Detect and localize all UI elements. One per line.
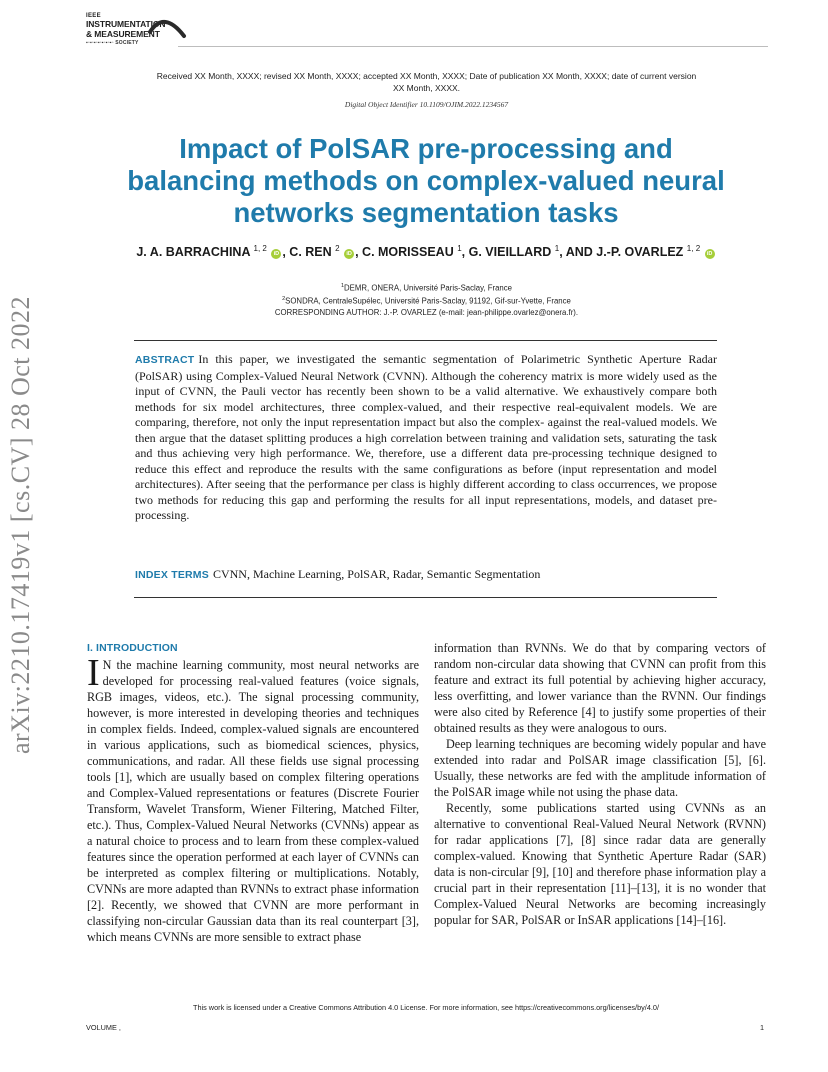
author-affiliation: 1 — [554, 244, 560, 253]
author-name: AND J.-P. OVARLEZ — [565, 245, 684, 260]
right-column — [434, 640, 766, 928]
header-rule — [178, 46, 768, 47]
abstract-text: In this paper, we investigated the semantic segmentation of Polarimetric Synthetic Aperture Radar (PolSAR) using Complex-Valued Neural Network (CVNN). Although the coherency matrix is more widely used as the input of CVNN, the Pauli vector has recently been shown to be a valid alternative. We exhaustively compare both methods for six model architectures, three complex-valued, and their respective real-equivalent models. We are comparing, therefore, not only the input representation impact but also the complex- against the real-valued models. We then argue that the dataset splitting produces a high correlation between training and validation sets, saturating the task and thus achieving very high performance. We, therefore, use a different data pre-processing technique designed to reduce this effect and reproduce the results with the same configurations as before (input representation and model architectures). After seeing that the performance per class is highly different according to class occurrences, we propose two methods for reducing this gap and performing the results for all input representations, models, and dataset pre-processing. — [135, 352, 717, 522]
author-name: J. A. BARRACHINA — [136, 245, 251, 260]
affiliation-2: $^2$SONDRA, CentraleSupélec, Université Paris-Saclay, 91192, Gif-sur-Yvette, France — [282, 295, 571, 306]
author-name: G. VIEILLARD — [468, 245, 552, 260]
abstract-label: ABSTRACT — [135, 354, 195, 366]
logo-ieee: IEEE — [86, 13, 101, 19]
orcid-icon[interactable]: iD — [344, 249, 354, 259]
affiliation-1: $^1$DEMR, ONERA, Université Paris-Saclay, France — [340, 283, 513, 293]
society-logo — [86, 12, 196, 48]
abstract-top-rule — [134, 340, 717, 341]
footer-page-number: 1 — [760, 1023, 765, 1032]
logo-line-1: INSTRUMENTATION — [86, 19, 166, 29]
abstract-bottom-rule — [134, 597, 717, 598]
index-terms — [135, 567, 717, 582]
index-terms-label: INDEX TERMS — [135, 569, 209, 581]
author-list: J. A. BARRACHINA $^{1, 2}$ iD , C. REN $^2$ iD , C. MORISSEAU $^1$, G. VIEILLARD $^1$, AND J.-P. OVARLEZ $^{1, 2}$ iD — [130, 240, 722, 261]
arxiv-stamp: arXiv:2210.17419v1 [cs.CV] 28 Oct 2022 — [6, 295, 35, 755]
author-name: C. MORISSEAU — [362, 245, 454, 260]
paper-title: Impact of PolSAR pre-processing and balancing methods on complex-valued neural networks segmentation tasks — [127, 133, 725, 228]
orcid-icon[interactable]: iD — [705, 249, 715, 259]
author-affiliation: 1, 2 — [686, 244, 701, 253]
intro-paragraph-2: Deep learning techniques are becoming widely popular and have extended into radar and PolSAR image classification [5], [6]. Usually, these networks are fed with the amplitude information of the PolSAR image while not using the phase data. — [434, 737, 766, 799]
logo-line-3: ▪▫▪▫▪▫▪▫▪▫▪▫▪▫ SOCIETY — [86, 40, 139, 46]
footer-volume: VOLUME , — [86, 1023, 121, 1032]
received-dates: Received XX Month, XXXX; revised XX Month, XXXX; accepted XX Month, XXXX; Date of publication XX Month, XXXX; date of current version XX Month, XXXX. — [156, 71, 697, 93]
abstract — [135, 352, 717, 524]
section-heading: I. INTRODUCTION — [87, 642, 178, 654]
left-column — [87, 640, 419, 945]
drop-cap: I — [87, 652, 100, 694]
author-affiliation: 1, 2 — [253, 244, 267, 253]
author-affiliation: 1 — [457, 244, 462, 253]
license-notice: This work is licensed under a Creative Commons Attribution 4.0 License. For more information, see https://creativecommons.org/licenses/by/4.0/ — [193, 1003, 659, 1012]
corresponding-author: CORRESPONDING AUTHOR: J.-P. OVARLEZ (e-mail: jean-philippe.ovarlez@onera.fr). — [274, 308, 579, 317]
affiliations — [150, 281, 703, 306]
intro-paragraph-1: I N the machine learning community, most neural networks are developed for processing real-valued features (voice signals, RGB images, videos, etc.). The signal processing community, however, is more interested in developing theories and techniques in complex fields. Indeed, complex-valued signals are encountered in various applications, such as biomedical sciences, physics, communications, and radar. All these fields use signal processing tools [1], which are usually based on complex filtering operations and Complex-Valued representations or features (Discrete Fourier Transform, Wavelet Transform, Wiener Filtering, Matched Filter, etc.). Thus, Complex-Valued Neural Networks (CVNNs) appear as a natural choice to process and to learn from these complex-valued features since the operation performed at each layer of CVNNs can be interpreted as complex filtering or multiplications. Notably, CVNNs are more adapted than RVNNs to extract phase information [2]. Recently, we showed that CVNN are more performant in classifying non-circular Gaussian data than its real counterpart [3], which means CVNNs are more sensible to extract phase — [87, 652, 419, 944]
logo-swoosh-icon — [146, 12, 188, 42]
doi: Digital Object Identifier 10.1109/OJIM.2022.1234567 — [344, 100, 509, 109]
logo-line-2: & MEASUREMENT — [86, 29, 160, 39]
author-name: C. REN — [289, 245, 332, 260]
author-affiliation: 2 — [335, 244, 340, 253]
intro-paragraph-3: Recently, some publications started using CVNNs as an alternative to conventional Real-Valued Neural Network (RVNN) for radar applications [7], [8] since radar data are generally complex-valued. Knowing that Synthetic Aperture Radar (SAR) data is non-circular [9], [10] and therefore phase information play a crucial part in their representation [11]–[13], it is no wonder that Complex-Valued Neural Networks are becoming increasingly popular for SAR, PolSAR or InSAR applications [14]–[16]. — [434, 801, 766, 927]
intro-paragraph-1-continued: information than RVNNs. We do that by comparing vectors of random non-circular data showing that CVNN can profit from this feature and extract its full potential by achieving higher accuracy, less overfitting, and lower variance than the RVNN. Our findings were also cited by Reference [4] to justify some properties of their obtained results as they were analogous to ours. — [434, 641, 766, 735]
orcid-icon[interactable]: iD — [271, 249, 281, 259]
index-terms-text: CVNN, Machine Learning, PolSAR, Radar, Semantic Segmentation — [212, 567, 541, 581]
